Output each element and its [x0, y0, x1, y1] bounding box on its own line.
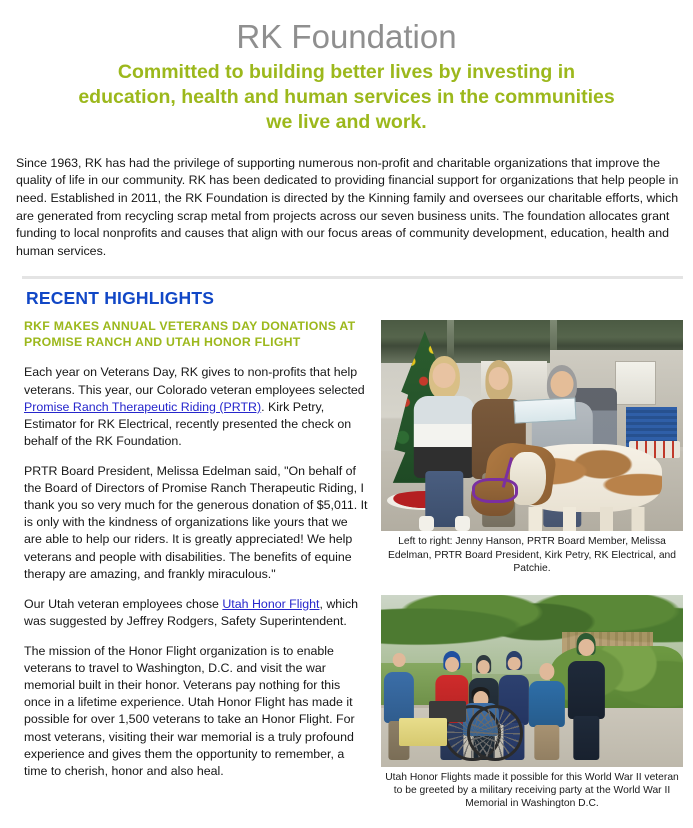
wheelchair-wheel-right — [467, 705, 523, 761]
paragraph-1-text-after-link: . Kirk Petry, Estimator for RK Electrical, recently presented the check on behalf of the RK Foundation. — [24, 399, 352, 448]
page-title: RK Foundation — [236, 18, 457, 55]
donation-check — [513, 397, 577, 423]
soldier-green-beret — [568, 639, 604, 759]
head — [477, 660, 490, 674]
torso — [568, 661, 604, 719]
head — [551, 371, 574, 397]
story-headline: RKF MAKES ANNUAL VETERANS DAY DONATIONS AT PROMISE RANCH AND UTAH HONOR FLIGHT — [24, 319, 356, 349]
photo-column — [381, 320, 683, 810]
intro-paragraph: Since 1963, RK has had the privilege of supporting numerous non-profit and charitable organizations that improve the quality of life in our community. RK has been dedicated to providing financial support for organizations that help people in need. Established in 2011, the RK Foundation is directed by the Kinning family and oversees our charitable efforts, which are generated from recycling scrap metal from projects across our seven business units. The foundation allocates grant funding to local nonprofits and causes that align with our focus areas of community development, education, health and human services. — [16, 155, 679, 258]
torso — [529, 681, 565, 727]
story-paragraph-1 — [24, 364, 369, 450]
head — [393, 653, 406, 667]
story-paragraph-3 — [24, 596, 369, 630]
utah-honor-flight-link[interactable]: Utah Honor Flight — [222, 596, 320, 611]
wheelchair — [444, 689, 523, 761]
tagline: Committed to building better lives by investing in education, health and human services in the communities we live and work. — [78, 60, 615, 133]
head — [539, 663, 554, 680]
masthead — [0, 0, 693, 135]
paragraph-1-text-before-link: Each year on Veterans Day, RK gives to non-profits that help veterans. This year, our Colorado veteran employees selected — [24, 365, 365, 397]
pony-halter — [472, 478, 518, 503]
torso — [384, 672, 414, 723]
photo-caption-honor-flight: Utah Honor Flights made it possible for this World War II veteran to be greeted by a military receiving party at the World War II Memorial in Washington D.C. — [385, 771, 679, 810]
section-heading-recent-highlights: RECENT HIGHLIGHTS — [26, 288, 215, 309]
story-column — [24, 319, 369, 779]
pony-patchie — [463, 422, 662, 532]
legs — [574, 716, 599, 759]
barn-window — [615, 361, 656, 405]
travel-bags — [399, 718, 447, 746]
head — [488, 367, 509, 390]
section-divider — [22, 276, 683, 279]
check-presentation-photo — [381, 320, 683, 531]
person-blue-polo-greeter — [529, 663, 565, 759]
honor-flight-photo — [381, 595, 683, 767]
story-paragraph-4: The mission of the Honor Flight organization is to enable veterans to travel to Washington, D.C. and visit the war memorial built in their honor. Veterans pay nothing for this once in a lifetime experience. Utah Honor Flight has made it possible for over 1,500 veterans to take an Honor Flight. For most veterans, visiting their war memorial is a truly profound experience and gives them the opportunity to remember, a time to cherish, honor and also heal. — [24, 643, 355, 778]
promise-ranch-link[interactable]: Promise Ranch Therapeutic Riding (PRTR) — [24, 399, 262, 414]
photo-block-honor-flight — [381, 595, 683, 811]
paragraph-3-text-after-link: , which was suggested by Jeffrey Rodgers, Safety Superintendent. — [24, 596, 359, 628]
head — [579, 639, 594, 656]
head — [508, 657, 521, 671]
photo-block-check-presentation — [381, 320, 683, 575]
head — [433, 363, 456, 389]
story-paragraph-2: PRTR Board President, Melissa Edelman said, "On behalf of the Board of Directors of Promise Ranch Therapeutic Riding, I thank you so very much for the generous donation of $5,011. It is only with the kindness of organizations like yours that we are able to help our riders. It is greatly appreciated! We help veterans and people with disabilities. The benefits of equine therapy are amazing, and frankly miraculous." — [24, 463, 368, 581]
shoe-left — [419, 516, 433, 531]
photo-caption-check-presentation: Left to right: Jenny Hanson, PRTR Board Member, Melissa Edelman, PRTR Board President, Kirk Petry, RK Electrical, and Patchie. — [387, 536, 677, 575]
pony-legs — [518, 507, 650, 531]
legs — [534, 725, 559, 760]
paragraph-3-text-before-link: Our Utah veteran employees chose — [24, 596, 223, 611]
